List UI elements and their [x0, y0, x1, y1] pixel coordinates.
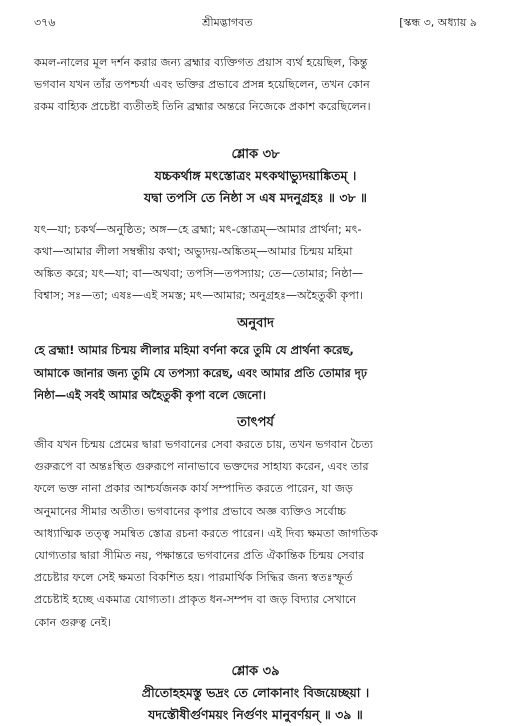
page-number: ৩৭৬	[34, 16, 56, 29]
text-line: প্রচেষ্টার ফলে সেই ক্ষমতা বিকশিত হয়। পারমার্থিক সিদ্ধির জন্য স্বতঃস্ফূর্ত	[34, 571, 353, 585]
book-title: শ্রীমদ্ভাগবত	[202, 16, 253, 29]
text-line: রকম বাহ্যিক প্রচেষ্টা ব্যতীতই তিনি ব্রহ্মার অন্তরে নিজেকে প্রকাশ করেছিলেন।	[34, 100, 371, 114]
verse-39-heading: শ্লোক ৩৯	[231, 663, 280, 679]
verse-38-text	[34, 165, 477, 209]
section-label: [স্কন্ধ ৩, অধ্যায় ৯	[399, 16, 477, 29]
intro-paragraph	[34, 52, 477, 119]
verse-39-text	[34, 682, 477, 726]
text-line: অঙ্কিত করে; যৎ—যা; বা—অথবা; তপসি—তপস্যায়; তে—তোমার; নিষ্ঠা—	[34, 267, 364, 281]
verse-line: যদস্তৌষীর্গুণময়ং নির্গুণং মানুবর্ণয়ন্ ॥ ৩৯ ॥	[148, 706, 363, 722]
verse-line: প্রীতোহহমস্তু ভদ্রং তে লোকানাং বিজয়েচ্ছয়া ।	[141, 684, 370, 700]
synonyms-paragraph	[34, 219, 477, 308]
text-line: নিষ্ঠা—এই সবই আমার অহৈতুকী কৃপা বলে জেনো।	[34, 387, 266, 402]
text-line: হে ব্রহ্মা! আমার চিন্ময় লীলার মহিমা বর্ণনা করে তুমি যে প্রার্থনা করেছ,	[34, 343, 354, 358]
text-line: আমাকে জানার জন্য তুমি যে তপস্যা করেছ, এবং আমার প্রতি তোমার দৃঢ়	[34, 365, 367, 380]
text-line: জীব যখন চিন্ময় প্রেমের দ্বারা ভগবানের সেবা করতে চায়, তখন ভগবান চৈত্য	[34, 438, 373, 452]
text-line: যৎ—যা; চকর্থ—অনুষ্ঠিত; অঙ্গ—হে ব্রহ্মা; মৎ-স্তোত্রম্—আমার প্রার্থনা; মৎ-	[34, 222, 362, 236]
text-line: প্রচেষ্টাই হচ্ছে একমাত্র যোগ্যতা। প্রাকৃত ধন-সম্পদ বা জড় বিদ্যার সেখানে	[34, 593, 357, 607]
translation-heading: অনুবাদ	[237, 316, 274, 332]
purport-heading: তাৎপর্য	[237, 415, 274, 431]
text-line: বিশ্বাস; সঃ—তা; এষঃ—এই সমস্ত; মৎ—আমার; অনুগ্রহঃ—অহৈতুকী কৃপা।	[34, 289, 364, 303]
verse-38-heading: শ্লোক ৩৮	[231, 146, 280, 162]
translation-paragraph	[34, 339, 477, 406]
text-line: গুরুরূপে বা অন্তঃস্থিত গুরুরূপে নানাভাবে ভক্তদের সাহায্য করেন, এবং তার	[34, 460, 369, 474]
text-line: ভগবান যখন তাঁর তপশ্চর্যা এবং ভক্তির প্রভাবে প্রসন্ন হয়েছিলেন, তখন কোন	[34, 78, 370, 92]
text-line: যোগ্যতার দ্বারা সীমিত নয়, পক্ষান্তরে ভগবানের প্রতি ঐকান্তিক চিন্ময় সেবার	[34, 549, 365, 563]
page-header	[34, 14, 477, 32]
text-line: কমল-নালের মূল দর্শন করার জন্য ব্রহ্মার ব্যক্তিগত প্রয়াস ব্যর্থ হয়েছিল, কিন্তু	[34, 56, 368, 69]
text-line: ফলে ভক্ত নানা প্রকার আশ্চর্যজনক কার্য সম্পাদিত করতে পারেন, যা জড়	[34, 482, 353, 496]
text-line: কোন গুরুত্ব নেই।	[34, 615, 111, 629]
text-line: কথা—আমার লীলা সম্বন্ধীয় কথা; অভ্যুদয়-অঙ্কিতম্—আমার চিন্ময় মহিমা	[34, 244, 353, 258]
verse-line: যচ্চকর্থাঙ্গ মৎস্তোত্রং মৎকথাভ্যুদয়াঙ্কিতম্ ।	[154, 167, 357, 183]
verse-line: যদ্বা তপসি তে নিষ্ঠা স এষ মদনুগ্রহঃ ॥ ৩৮ ॥	[144, 189, 367, 205]
text-line: অনুমানের সীমার অতীত। ভগবানের কৃপার প্রভাবে অজ্ঞ ব্যক্তিও সর্বোচ্চ	[34, 504, 346, 518]
text-line: আধ্যাত্মিক তত্ত্ব সমন্বিত স্তোত্র রচনা করতে পারেন। এই দিব্য ক্ষমতা জাগতিক	[34, 526, 379, 540]
purport-paragraph	[34, 434, 477, 634]
